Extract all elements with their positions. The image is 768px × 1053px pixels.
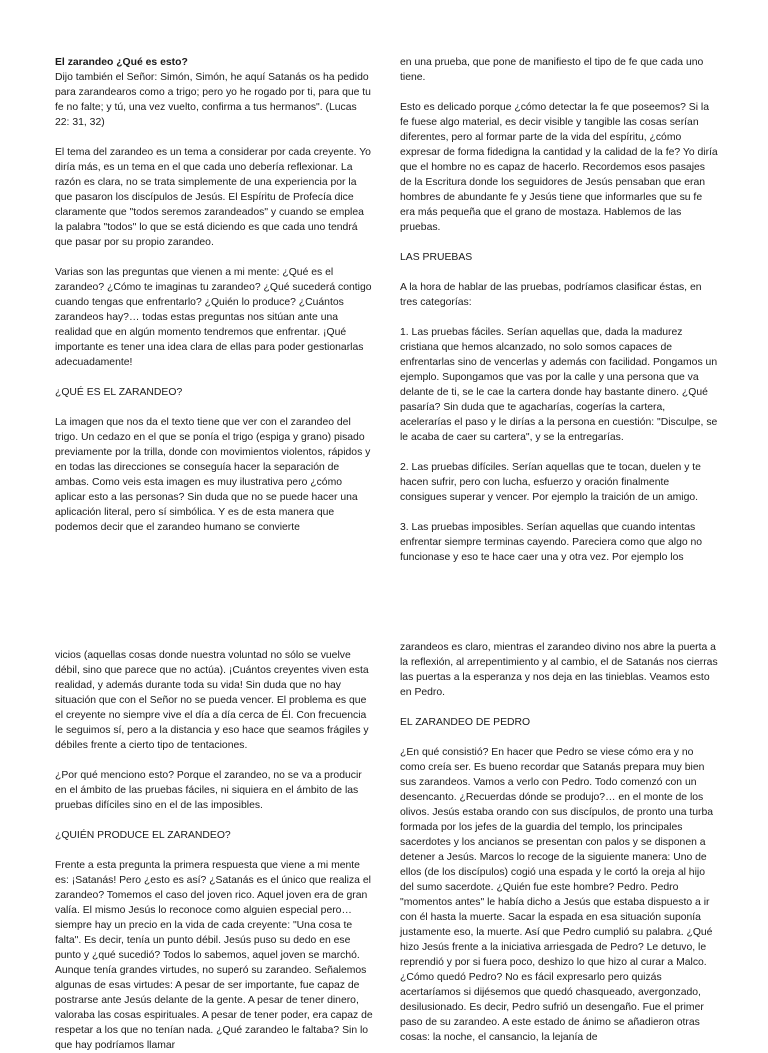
paragraph: zarandeos es claro, mientras el zarandeo divino nos abre la puerta a la reflexión, al arrepentimiento y al cambio, el de Satanás nos cierras las puertas a la esperanza y nos deja en las tinieblas. Veamos esto en Pedro. [400, 642, 718, 698]
article-title: El zarandeo ¿Qué es esto? [55, 57, 188, 68]
paragraph: vicios (aquellas cosas donde nuestra voluntad no sólo se vuelve débil, sino que parece que no actúa). ¡Cuántos creyentes viven esta realidad, y además durante toda su vida! Sin duda que no hay situación que con el Señor no se pueda vencer. El problema es que el creyente no siempre vive el día a día cerca de Él. Con frecuencia le seguimos sí, pero a la distancia y eso hace que seamos frágiles y débiles frente a cierto tipo de tentaciones. [55, 650, 369, 751]
bible-quote: Dijo también el Señor: Simón, Simón, he aquí Satanás os ha pedido para zarandearos como a trigo; pero yo he rogado por ti, para que tu fe no falte; y tú, una vez vuelto, confirma a tus hermanos". (Lucas 22: 31, 32) [55, 72, 371, 128]
column-bottom-left [55, 648, 373, 1053]
paragraph: en una prueba, que pone de manifiesto el tipo de fe que cada uno tiene. [400, 57, 704, 83]
column-bottom-right [400, 640, 718, 1045]
column-top-left [55, 55, 373, 535]
section-heading: ¿QUIÉN PRODUCE EL ZARANDEO? [55, 830, 231, 841]
paragraph: ¿En qué consistió? En hacer que Pedro se viese cómo era y no como creía ser. Es bueno recordar que Satanás prepara muy bien sus zarandeos. Vamos a verlo con Pedro. Todo comenzó con un desencanto. ¿Recuerdas dónde se produjo?… en el monte de los olivos. Jesús estaba orando con sus discípulos, de pronto una turba formada por los jefes de la guardia del templo, los principales sacerdotes y los ancianos se presentan con palos y se disponen a detener a Jesús. Marcos lo recoge de la siguiente manera: Uno de ellos (de los discípulos) cogió una espada y le cortó la oreja al hijo del sumo sacerdote. ¿Quién fue este hombre? Pedro. Pedro "momentos antes" le había dicho a Jesús que estaba dispuesto a ir con él hasta la muerte. Sacar la espada en esa situación suponía justamente eso, la muerte. Así que Pedro cumplió su palabra. ¿Qué hizo Jesús frente a la iniciativa arriesgada de Pedro? Le detuvo, le reprendió y por si fuera poco, deshizo lo que hizo al curar a Malco. ¿Cómo quedó Pedro? No es fácil expresarlo pero quizás acertaríamos si dijésemos que quedó chasqueado, avergonzado, desilusionado. Es decir, Pedro sufrió un desengaño. Fue el primer paso de su zarandeo. A este estado de ánimo se añadieron otras cosas: la noche, el cansancio, la lejanía de [400, 747, 714, 1043]
list-item: 3. Las pruebas imposibles. Serían aquellas que cuando intentas enfrentar siempre terminas cayendo. Pareciera como que algo no funcionase y eso te hace caer una y otra vez. Por ejemplo los [400, 522, 703, 563]
paragraph: Frente a esta pregunta la primera respuesta que viene a mi mente es: ¡Satanás! Pero ¿esto es así? ¿Satanás es el único que realiza el zarandeo? Tomemos el caso del joven rico. Aquel joven era de gran valía. El mismo Jesús lo reconoce como alguien especial pero… siempre hay un precio en la vida de cada creyente: "Una cosa te falta". Es decir, tenía un punto débil. Jesús puso su dedo en ese punto y ¿qué sucedió? Todos lo sabemos, aquel joven se marchó. Aunque tenía grandes virtudes, no superó su zarandeo. Señalemos algunas de esas virtudes: A pesar de ser importante, fue capaz de postrarse ante Jesús delante de la gente. A pesar de tener dinero, valoraba las cosas espirituales. A pesar de tener poder, era capaz de respetar a los que no tenían nada. ¿Qué zarandeo le faltaba? Sin lo que hay podríamos llamar [55, 860, 373, 1051]
section-heading: ¿QUÉ ES EL ZARANDEO? [55, 387, 183, 398]
section-heading: EL ZARANDEO DE PEDRO [400, 717, 531, 728]
paragraph: El tema del zarandeo es un tema a considerar por cada creyente. Yo diría más, es un tema en el que cada uno debería reflexionar. La razón es clara, no se trata simplemente de una experiencia por la que pasaron los discípulos de Jesús. El Espíritu de Profecía dice claramente que "todos seremos zarandeados" y cuando se emplea la palabra "todos" lo que se está diciendo es que cada uno tendrá que pasar por su propio zarandeo. [55, 147, 371, 248]
list-item: 2. Las pruebas difíciles. Serían aquellas que te tocan, duelen y te hacen sufrir, pero con lucha, esfuerzo y oración finalmente consigues superar y vencer. Por ejemplo la traición de un amigo. [400, 462, 701, 503]
paragraph: Varias son las preguntas que vienen a mi mente: ¿Qué es el zarandeo? ¿Cómo te imaginas tu zarandeo? ¿Qué sucederá contigo cuando tengas que enfrentarlo? ¿Quién lo produce? ¿Cuántos zarandeos hay?… todas estas preguntas nos sitúan ante una realidad que en algún momento tendremos que enfrentar. ¡Qué importante es tener una idea clara de ellas para poder gestionarlas adecuadamente! [55, 267, 372, 368]
paragraph: A la hora de hablar de las pruebas, podríamos clasificar éstas, en tres categorías: [400, 282, 702, 308]
section-heading: LAS PRUEBAS [400, 252, 473, 263]
paragraph: La imagen que nos da el texto tiene que ver con el zarandeo del trigo. Un cedazo en el que se ponía el trigo (espiga y grano) pisado previamente por la trilla, donde con movimientos violentos, rápidos y en todas las direcciones se conseguía hacer la separación de ambas. Como veis esta imagen es muy ilustrativa pero ¿cómo aplicar esto a las personas? Sin duda que no se puede hacer una aplicación literal, pero sí simbólica. Y es de esta manera que podemos decir que el zarandeo humano se convierte [55, 417, 371, 533]
paragraph: Esto es delicado porque ¿cómo detectar la fe que poseemos? Si la fe fuese algo material, es decir visible y tangible las cosas serían diferentes, pero al formar parte de la vida del espíritu, ¿cómo expresar de forma fidedigna la cantidad y la calidad de la fe? Yo diría que el hombre no es capaz de hacerlo. Recordemos esos pasajes de la Escritura donde los seguidores de Jesús pensaban que eran hombres de abundante fe y Jesús tiene que informarles que su fe era más pequeña que el grano de mostaza. Hablemos de las pruebas. [400, 102, 718, 233]
list-item: 1. Las pruebas fáciles. Serían aquellas que, dada la madurez cristiana que hemos alcanzado, no solo somos capaces de enfrentarlas sino de vencerlas y además con facilidad. Pongamos un ejemplo. Supongamos que vas por la calle y una persona que va delante de ti, se le cae la cartera donde hay bastante dinero. ¿Qué pasaría? Sin duda que te agacharías, cogerías la cartera, acelerarías el paso y le dirías a la persona en cuestión: "Disculpe, se le acaba de caer su cartera", y se la entregarías. [400, 327, 718, 443]
column-top-right [400, 55, 718, 565]
paragraph: ¿Por qué menciono esto? Porque el zarandeo, no se va a producir en el ámbito de las pruebas fáciles, ni siquiera en el ámbito de las pruebas difíciles sino en el de las imposibles. [55, 770, 362, 811]
